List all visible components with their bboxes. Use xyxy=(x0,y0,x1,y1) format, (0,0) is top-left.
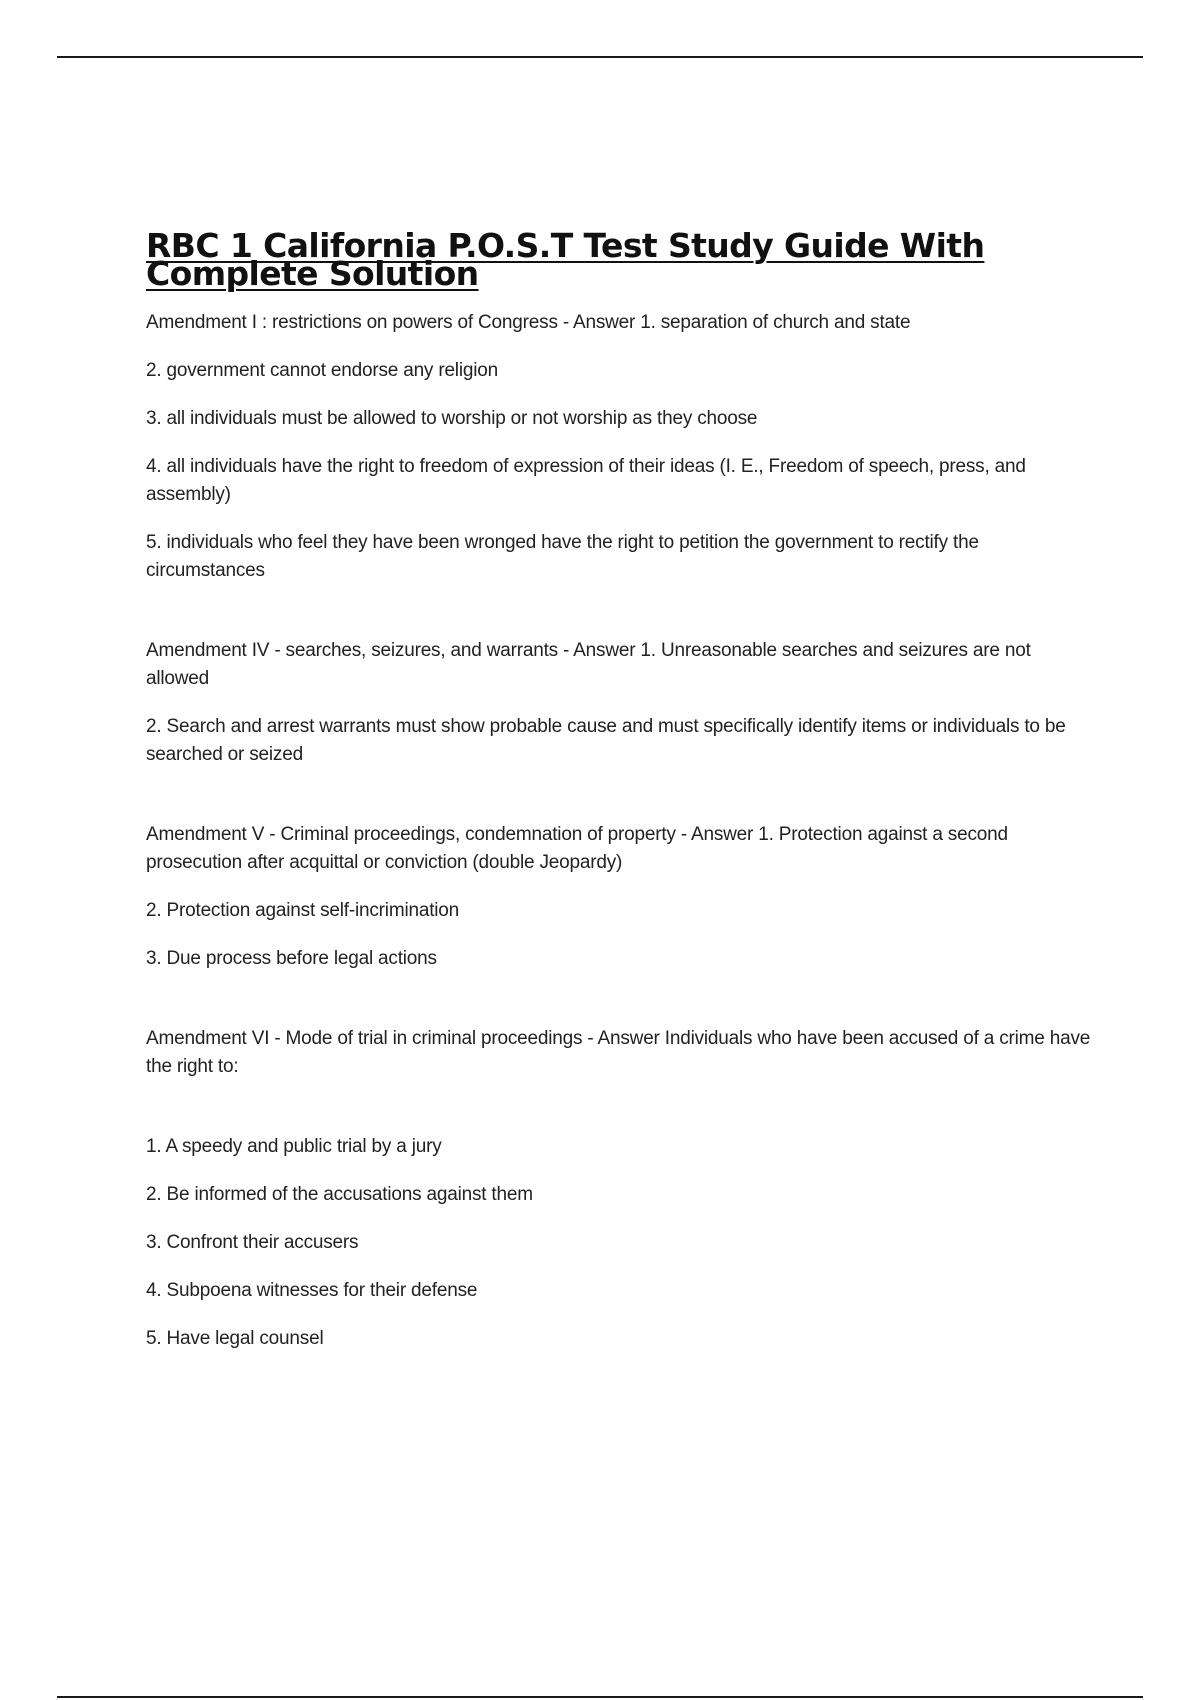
document-title: RBC 1 California P.O.S.T Test Study Guide With Complete Solution xyxy=(146,226,985,293)
paragraph: Amendment IV - searches, seizures, and warrants - Answer 1. Unreasonable searches and seizures are not allowed xyxy=(146,640,1031,689)
paragraph: 2. Be informed of the accusations against them xyxy=(146,1184,533,1205)
section-amendment-iv xyxy=(146,637,1096,769)
paragraph: 2. Protection against self-incrimination xyxy=(146,900,460,921)
paragraph: Amendment V - Criminal proceedings, condemnation of property - Answer 1. Protection against a second prosecution after acquittal or conviction (double Jeopardy) xyxy=(146,824,1008,873)
document-body xyxy=(146,226,1096,1373)
paragraph: 2. government cannot endorse any religion xyxy=(146,360,498,381)
paragraph: 3. all individuals must be allowed to worship or not worship as they choose xyxy=(146,408,758,429)
top-rule xyxy=(57,56,1143,58)
bottom-rule xyxy=(57,1696,1143,1698)
paragraph: 2. Search and arrest warrants must show probable cause and must specifically identify items or individuals to be searched or seized xyxy=(146,716,1066,765)
paragraph: Amendment VI - Mode of trial in criminal proceedings - Answer Individuals who have been accused of a crime have the right to: xyxy=(146,1028,1091,1077)
paragraph: 4. all individuals have the right to freedom of expression of their ideas (I. E., Freedom of speech, press, and assembly) xyxy=(146,456,1026,505)
section-amendment-i xyxy=(146,309,1096,585)
paragraph: 3. Confront their accusers xyxy=(146,1232,359,1253)
paragraph: 4. Subpoena witnesses for their defense xyxy=(146,1280,478,1301)
section-amendment-vi xyxy=(146,1025,1096,1353)
paragraph: 5. individuals who feel they have been wronged have the right to petition the government to rectify the circumstances xyxy=(146,532,979,581)
paragraph: 1. A speedy and public trial by a jury xyxy=(146,1136,442,1157)
paragraph: 5. Have legal counsel xyxy=(146,1328,324,1349)
paragraph: 3. Due process before legal actions xyxy=(146,948,437,969)
paragraph: Amendment I : restrictions on powers of Congress - Answer 1. separation of church and state xyxy=(146,312,911,333)
section-amendment-v xyxy=(146,821,1096,973)
